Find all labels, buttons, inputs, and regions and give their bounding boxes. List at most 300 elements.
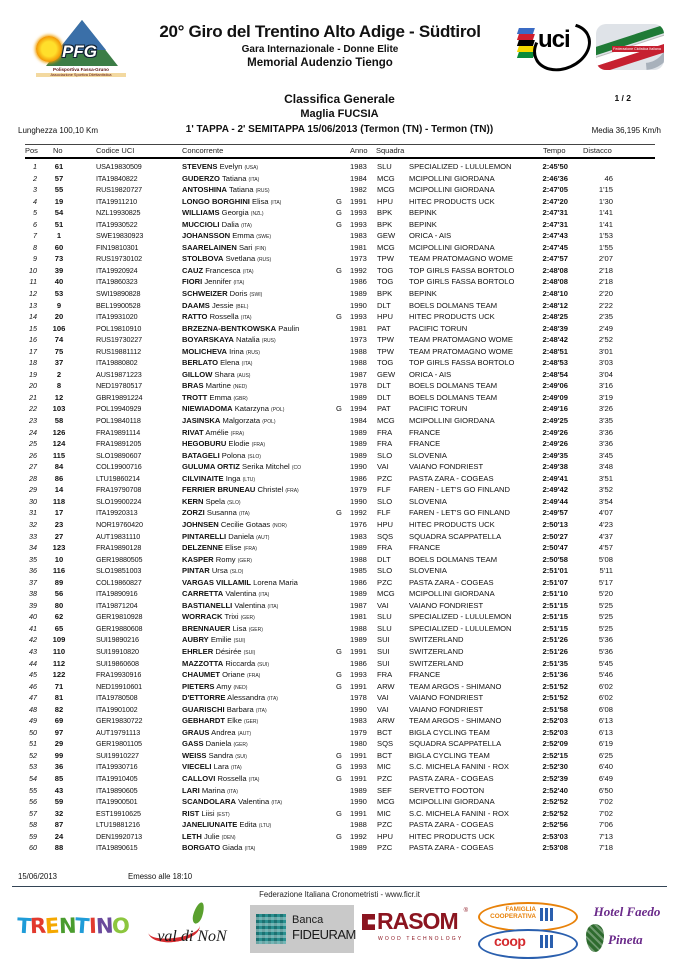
gap-cell: 6'13 xyxy=(598,727,613,737)
rider-name-cell: JOHANSSON Emma (SWE) xyxy=(182,231,272,241)
bib-cell: 12 xyxy=(54,392,64,402)
team-code-cell: TPW xyxy=(377,254,394,264)
table-row xyxy=(0,577,679,589)
time-cell: 2:51'15 xyxy=(542,600,568,610)
time-cell: 2:49'42 xyxy=(542,485,568,495)
pos-cell: 49 xyxy=(29,716,37,726)
rider-name-cell: DELZENNE Elise (FRA) xyxy=(182,543,257,553)
year-cell: 1989 xyxy=(350,392,367,402)
year-cell: 1991 xyxy=(350,681,367,691)
rider-name-cell: LARI Marina (ITA) xyxy=(182,785,238,795)
banca-fideuram-logo xyxy=(250,905,354,953)
pinecone-icon xyxy=(586,924,604,952)
gap-cell: 3'16 xyxy=(598,381,613,391)
table-row xyxy=(0,727,679,739)
uci-code-cell: ITA19920313 xyxy=(96,508,138,518)
year-cell: 1989 xyxy=(350,439,367,449)
team-name-cell: MCIPOLLINI GIORDANA xyxy=(409,242,495,252)
bib-cell: 17 xyxy=(54,508,64,518)
bib-cell: 69 xyxy=(54,716,64,726)
team-name-cell: VAIANO FONDRIEST xyxy=(409,704,484,714)
time-cell: 2:48'39 xyxy=(542,323,568,333)
table-row xyxy=(0,531,679,543)
pos-cell: 17 xyxy=(29,346,37,356)
col-tempo: Tempo xyxy=(543,146,566,155)
uci-code-cell: RUS19820727 xyxy=(96,185,143,195)
rider-name-cell: GEBHARDT Elke (GER) xyxy=(182,716,259,726)
rider-name-cell: EHRLER Désirée (SUI) xyxy=(182,646,256,656)
team-name-cell: TOP GIRLS FASSA BORTOLO xyxy=(409,358,515,368)
time-cell: 2:48'53 xyxy=(542,358,568,368)
team-code-cell: BPK xyxy=(377,219,393,229)
year-cell: 1981 xyxy=(350,323,367,333)
table-row xyxy=(0,427,679,439)
gap-cell: 3'45 xyxy=(598,450,613,460)
bib-cell: 106 xyxy=(52,323,66,333)
giovani-flag-cell: G xyxy=(336,508,342,518)
gap-cell: 4'57 xyxy=(598,543,613,553)
year-cell: 1990 xyxy=(350,496,367,506)
year-cell: 1986 xyxy=(350,473,367,483)
bib-cell: 14 xyxy=(54,485,64,495)
hotel-faedo-pineta-logo xyxy=(584,902,670,958)
gap-cell: 6'49 xyxy=(598,773,613,783)
pos-cell: 37 xyxy=(29,577,37,587)
year-cell: 1986 xyxy=(350,277,367,287)
time-cell: 2:46'36 xyxy=(542,173,568,183)
team-name-cell: HITEC PRODUCTS UCK xyxy=(409,196,495,206)
table-row xyxy=(0,496,679,508)
team-code-cell: ARW xyxy=(377,681,395,691)
team-name-cell: BIGLA CYCLING TEAM xyxy=(409,750,490,760)
team-code-cell: FRA xyxy=(377,670,393,680)
pos-cell: 25 xyxy=(29,439,37,449)
rider-name-cell: PINTARELLI Daniela (AUT) xyxy=(182,531,270,541)
uci-code-cell: SUI19860608 xyxy=(96,658,139,668)
pos-cell: 52 xyxy=(29,750,37,760)
table-row xyxy=(0,542,679,554)
year-cell: 1978 xyxy=(350,693,367,703)
uci-code-cell: GER19880505 xyxy=(96,554,143,564)
rider-name-cell: D'ETTORRE Alessandra (ITA) xyxy=(182,693,278,703)
team-name-cell: SPECIALIZED - LULULEMON xyxy=(409,612,512,622)
year-cell: 1988 xyxy=(350,623,367,633)
rider-name-cell: STOLBOVA Svetlana (RUS) xyxy=(182,254,272,264)
uci-code-cell: DEN19920713 xyxy=(96,831,143,841)
time-cell: 2:52'15 xyxy=(542,750,568,760)
gap-cell: 5'08 xyxy=(598,554,613,564)
giovani-flag-cell: G xyxy=(336,681,342,691)
year-cell: 1986 xyxy=(350,658,367,668)
team-code-cell: HPU xyxy=(377,312,394,322)
gap-cell: 6'02 xyxy=(598,693,613,703)
pos-cell: 4 xyxy=(33,196,37,206)
year-cell: 1991 xyxy=(350,750,367,760)
col-anno: Anno xyxy=(350,146,368,155)
footer-federation: Federazione Italiana Cronometristi - www.ficr.it xyxy=(259,890,420,899)
bib-cell: 61 xyxy=(54,162,64,171)
team-code-cell: SQS xyxy=(377,531,394,541)
rider-name-cell: BRAS Martine (NED) xyxy=(182,381,247,391)
pos-cell: 46 xyxy=(29,681,37,691)
gap-cell: 2'35 xyxy=(598,312,613,322)
year-cell: 1983 xyxy=(350,162,367,171)
team-code-cell: VAI xyxy=(377,600,389,610)
bib-cell: 85 xyxy=(54,773,64,783)
team-name-cell: TEAM PRATOMAGNO WOME xyxy=(409,346,513,356)
year-cell: 1993 xyxy=(350,312,367,322)
trentino-letter: R xyxy=(29,913,47,939)
year-cell: 1992 xyxy=(350,831,367,841)
hotel-line2: Pineta xyxy=(608,932,643,947)
bib-cell: 89 xyxy=(54,577,64,587)
bib-cell: 115 xyxy=(52,450,66,460)
team-code-cell: HPU xyxy=(377,196,394,206)
gap-cell: 1'41 xyxy=(598,219,613,229)
team-code-cell: MCG xyxy=(377,797,395,807)
bib-cell: 57 xyxy=(54,173,64,183)
bib-cell: 43 xyxy=(54,785,64,795)
bib-cell: 118 xyxy=(52,496,66,506)
event-title: 20° Giro del Trentino Alto Adige - Südtirol xyxy=(159,22,481,41)
rider-name-cell: ANTOSHINA Tatiana (RUS) xyxy=(182,185,270,195)
time-cell: 2:49'38 xyxy=(542,462,568,472)
pos-cell: 22 xyxy=(29,404,37,414)
uci-code-cell: FRA19890128 xyxy=(96,543,142,553)
time-cell: 2:51'35 xyxy=(542,658,568,668)
uci-code-cell: GER19810928 xyxy=(96,612,143,622)
uci-code-cell: ITA19890605 xyxy=(96,785,138,795)
uci-code-cell: ITA19780508 xyxy=(96,693,138,703)
pfg-caption1: Polisportiva Fassa-Gruno xyxy=(53,67,109,72)
team-code-cell: MCG xyxy=(377,589,395,599)
table-row xyxy=(0,173,679,185)
time-cell: 2:47'20 xyxy=(542,196,568,206)
rider-name-cell: CALLOVI Rossella (ITA) xyxy=(182,773,260,783)
year-cell: 1990 xyxy=(350,704,367,714)
memorial-line: Memorial Audenzio Tiengo xyxy=(247,57,393,69)
rider-name-cell: WORRACK Trixi (GER) xyxy=(182,612,255,622)
team-code-cell: MCG xyxy=(377,416,395,426)
team-code-cell: SUI xyxy=(377,635,390,645)
team-name-cell: TEAM PRATOMAGNO WOME xyxy=(409,335,513,345)
year-cell: 1982 xyxy=(350,185,367,195)
pos-cell: 41 xyxy=(29,623,37,633)
time-cell: 2:49'57 xyxy=(542,508,568,518)
team-code-cell: DLT xyxy=(377,300,391,310)
year-cell: 1989 xyxy=(350,589,367,599)
gap-cell: 6'13 xyxy=(598,716,613,726)
rider-name-cell: MUCCIOLI Dalia (ITA) xyxy=(182,219,252,229)
table-row xyxy=(0,808,679,820)
uci-code-cell: ITA19910405 xyxy=(96,773,138,783)
bib-cell: 27 xyxy=(54,531,64,541)
table-row xyxy=(0,692,679,704)
year-cell: 1981 xyxy=(350,242,367,252)
bib-cell: 9 xyxy=(56,300,62,310)
uci-code-cell: NED19910601 xyxy=(96,681,143,691)
table-row xyxy=(0,669,679,681)
year-cell: 1993 xyxy=(350,762,367,772)
pos-cell: 23 xyxy=(29,416,37,426)
team-code-cell: SLU xyxy=(377,623,392,633)
bib-cell: 82 xyxy=(54,704,64,714)
giovani-flag-cell: G xyxy=(336,808,342,818)
rider-name-cell: FERRIER BRUNEAU Christel (FRA) xyxy=(182,485,299,495)
team-name-cell: SLOVENIA xyxy=(409,496,447,506)
year-cell: 1993 xyxy=(350,670,367,680)
coop-wordmark: coop xyxy=(494,933,526,949)
pos-cell: 42 xyxy=(29,635,37,645)
giovani-flag-cell: G xyxy=(336,762,342,772)
pos-cell: 12 xyxy=(29,289,37,299)
gap-cell: 4'37 xyxy=(598,531,613,541)
gap-cell: 5'11 xyxy=(599,566,613,576)
team-code-cell: VAI xyxy=(377,704,389,714)
bib-cell: 19 xyxy=(54,196,64,206)
time-cell: 2:47'45 xyxy=(542,242,568,252)
rider-name-cell: JANELIUNAITE Edita (LTU) xyxy=(182,820,272,830)
table-row xyxy=(0,600,679,612)
rider-name-cell: AUBRY Emilie (SUI) xyxy=(182,635,246,645)
team-code-cell: HPU xyxy=(377,831,394,841)
table-row xyxy=(0,658,679,670)
pos-cell: 15 xyxy=(29,323,37,333)
time-cell: 2:51'52 xyxy=(542,681,568,691)
col-concorrente: Concorrente xyxy=(182,146,224,155)
pos-cell: 44 xyxy=(29,658,37,668)
col-squadra: Squadra xyxy=(376,146,405,155)
team-code-cell: FLF xyxy=(377,508,391,518)
col-codice: Codice UCI xyxy=(96,146,135,155)
gap-cell: 1'41 xyxy=(598,208,613,218)
uci-code-cell: RUS19881112 xyxy=(96,346,141,356)
team-code-cell: HPU xyxy=(377,519,394,529)
pos-cell: 50 xyxy=(29,727,37,737)
team-code-cell: PZC xyxy=(377,473,393,483)
fci-logo xyxy=(596,24,664,70)
time-cell: 2:49'26 xyxy=(542,439,568,449)
table-row xyxy=(0,588,679,600)
gap-cell: 7'13 xyxy=(598,831,613,841)
team-name-cell: FRANCE xyxy=(409,670,441,680)
table-row xyxy=(0,623,679,635)
rider-name-cell: HEGOBURU Elodie (FRA) xyxy=(182,439,265,449)
table-row xyxy=(0,554,679,566)
uci-code-cell: NZL19930825 xyxy=(96,208,141,218)
team-code-cell: MIC xyxy=(377,808,391,818)
time-cell: 2:50'58 xyxy=(542,554,568,564)
gap-cell: 3'01 xyxy=(598,346,613,356)
pos-cell: 47 xyxy=(29,693,37,703)
rider-name-cell: BORGATO Giada (ITA) xyxy=(182,843,256,853)
bib-cell: 53 xyxy=(54,289,64,299)
pos-cell: 7 xyxy=(33,231,37,241)
gap-cell: 3'52 xyxy=(598,485,613,495)
bib-cell: 87 xyxy=(54,820,64,830)
team-name-cell: PACIFIC TORUN xyxy=(409,404,468,414)
uci-code-cell: POL19840118 xyxy=(96,416,141,426)
time-cell: 2:48'12 xyxy=(542,300,568,310)
gap-cell: 3'19 xyxy=(598,392,613,402)
time-cell: 2:51'26 xyxy=(542,635,568,645)
giovani-flag-cell: G xyxy=(336,265,342,275)
time-cell: 2:48'51 xyxy=(542,346,568,356)
team-code-cell: SLO xyxy=(377,566,393,576)
coop-ellipse xyxy=(478,929,578,959)
rider-name-cell: PIETERS Amy (NED) xyxy=(182,681,248,691)
results-table xyxy=(0,161,679,854)
team-code-cell: DLT xyxy=(377,392,391,402)
rider-name-cell: MAZZOTTA Riccarda (SUI) xyxy=(182,658,270,668)
rider-name-cell: VIECELI Lara (ITA) xyxy=(182,762,242,772)
team-code-cell: SLO xyxy=(377,496,393,506)
time-cell: 2:48'08 xyxy=(542,265,568,275)
uci-code-cell: RUS19730102 xyxy=(96,254,143,264)
stage-label: 1' TAPPA - 2' SEMITAPPA 15/06/2013 (Termon (TN) - Termon (TN)) xyxy=(185,124,494,135)
uci-code-cell: ITA19931020 xyxy=(96,312,138,322)
time-cell: 2:49'44 xyxy=(542,496,568,506)
team-code-cell: MCG xyxy=(377,185,395,195)
rider-name-cell: WEISS Sandra (SUI) xyxy=(182,750,247,760)
pos-cell: 39 xyxy=(29,600,37,610)
rider-name-cell: RIVAT Amélie (FRA) xyxy=(182,427,245,437)
table-row xyxy=(0,415,679,427)
pos-cell: 48 xyxy=(29,704,37,714)
year-cell: 1993 xyxy=(350,208,367,218)
table-row xyxy=(0,519,679,531)
rider-name-cell: RATTO Rossella (ITA) xyxy=(182,312,252,322)
bib-cell: 74 xyxy=(54,335,64,345)
team-code-cell: SUI xyxy=(377,658,390,668)
time-cell: 2:53'03 xyxy=(542,831,568,841)
table-row xyxy=(0,507,679,519)
time-cell: 2:50'47 xyxy=(542,543,568,553)
val-di-non-logo xyxy=(142,902,242,958)
rider-name-cell: PINTAR Ursa (SLO) xyxy=(182,566,244,576)
year-cell: 1983 xyxy=(350,231,367,241)
time-cell: 2:53'08 xyxy=(542,843,568,853)
time-cell: 2:47'57 xyxy=(542,254,568,264)
team-name-cell: PASTA ZARA - COGEAS xyxy=(409,820,494,830)
time-cell: 2:51'10 xyxy=(542,589,568,599)
team-name-cell: TOP GIRLS FASSA BORTOLO xyxy=(409,265,515,275)
team-code-cell: MCG xyxy=(377,242,395,252)
time-cell: 2:52'03 xyxy=(542,727,568,737)
year-cell: 1989 xyxy=(350,427,367,437)
team-name-cell: MCIPOLLINI GIORDANA xyxy=(409,416,495,426)
team-name-cell: SWITZERLAND xyxy=(409,646,464,656)
bib-cell: 116 xyxy=(52,566,66,576)
team-name-cell: SLOVENIA xyxy=(409,566,447,576)
rasom-wordmark: RASOM xyxy=(377,908,458,934)
uci-code-cell: NED19780517 xyxy=(96,381,143,391)
team-code-cell: DLT xyxy=(377,381,391,391)
year-cell: 1979 xyxy=(350,485,367,495)
time-cell: 2:52'52 xyxy=(542,797,568,807)
time-cell: 2:48'25 xyxy=(542,312,568,322)
pos-cell: 55 xyxy=(29,785,37,795)
table-row xyxy=(0,715,679,727)
gap-cell: 6'25 xyxy=(598,750,613,760)
uci-code-cell: GER19801105 xyxy=(96,739,142,749)
team-code-cell: FRA xyxy=(377,427,393,437)
team-code-cell: SUI xyxy=(377,646,390,656)
year-cell: 1991 xyxy=(350,646,367,656)
table-row xyxy=(0,323,679,335)
pos-cell: 9 xyxy=(33,254,37,264)
team-name-cell: ORICA - AIS xyxy=(409,369,452,379)
distance-label: Lunghezza 100,10 Km xyxy=(18,126,99,135)
bib-cell: 36 xyxy=(54,762,64,772)
time-cell: 2:51'07 xyxy=(542,577,568,587)
rider-name-cell: JASINSKA Malgorzata (POL) xyxy=(182,416,276,426)
rider-name-cell: SAARELAINEN Sari (FIN) xyxy=(182,242,266,252)
time-cell: 2:51'26 xyxy=(542,646,568,656)
table-row xyxy=(0,242,679,254)
giovani-flag-cell: G xyxy=(336,773,342,783)
pos-cell: 19 xyxy=(29,369,37,379)
pos-cell: 57 xyxy=(29,808,37,818)
uci-stripe-blue xyxy=(517,28,535,34)
table-row xyxy=(0,819,679,831)
year-cell: 1991 xyxy=(350,196,367,206)
pos-cell: 14 xyxy=(29,312,37,322)
gap-cell: 5'17 xyxy=(598,577,613,587)
pos-cell: 24 xyxy=(29,427,37,437)
uci-code-cell: FRA19891114 xyxy=(96,427,141,437)
pos-cell: 53 xyxy=(29,762,37,772)
year-cell: 1988 xyxy=(350,820,367,830)
pos-cell: 31 xyxy=(29,508,37,518)
col-pos: Pos xyxy=(25,146,38,155)
uci-code-cell: ITA19860323 xyxy=(96,277,138,287)
year-cell: 1988 xyxy=(350,346,367,356)
trentino-letter: T xyxy=(16,913,32,939)
gap-cell: 5'20 xyxy=(598,589,613,599)
team-code-cell: BCT xyxy=(377,750,393,760)
uci-code-cell: ITA19840822 xyxy=(96,173,138,183)
fideuram-mosaic-icon xyxy=(256,914,286,944)
uci-code-cell: GBR19891224 xyxy=(96,392,143,402)
time-cell: 2:49'26 xyxy=(542,427,568,437)
team-name-cell: HITEC PRODUCTS UCK xyxy=(409,519,495,529)
year-cell: 1984 xyxy=(350,416,367,426)
team-name-cell: VAIANO FONDRIEST xyxy=(409,462,484,472)
year-cell: 1991 xyxy=(350,773,367,783)
time-cell: 2:52'39 xyxy=(542,773,568,783)
rider-name-cell: GULUMA ORTIZ Serika Mitchel (CO xyxy=(182,462,302,472)
team-name-cell: FRANCE xyxy=(409,427,441,437)
gap-cell: 2'07 xyxy=(598,254,613,264)
gap-cell: 7'06 xyxy=(598,820,613,830)
table-row xyxy=(0,773,679,785)
gap-cell: 5'36 xyxy=(598,646,613,656)
table-row xyxy=(0,230,679,242)
gap-cell: 3'03 xyxy=(598,358,613,368)
trentino-letter: O xyxy=(111,913,131,939)
rasom-glyph-icon xyxy=(362,914,375,930)
team-name-cell: PACIFIC TORUN xyxy=(409,323,468,333)
uci-code-cell: ITA19901002 xyxy=(96,704,138,714)
pos-cell: 27 xyxy=(29,462,37,472)
gap-cell: 3'04 xyxy=(598,369,613,379)
uci-code-cell: POL19810910 xyxy=(96,323,142,333)
time-cell: 2:51'36 xyxy=(542,670,568,680)
rider-name-cell: SCANDOLARA Valentina (ITA) xyxy=(182,797,283,807)
table-row xyxy=(0,634,679,646)
time-cell: 2:48'08 xyxy=(542,277,568,287)
